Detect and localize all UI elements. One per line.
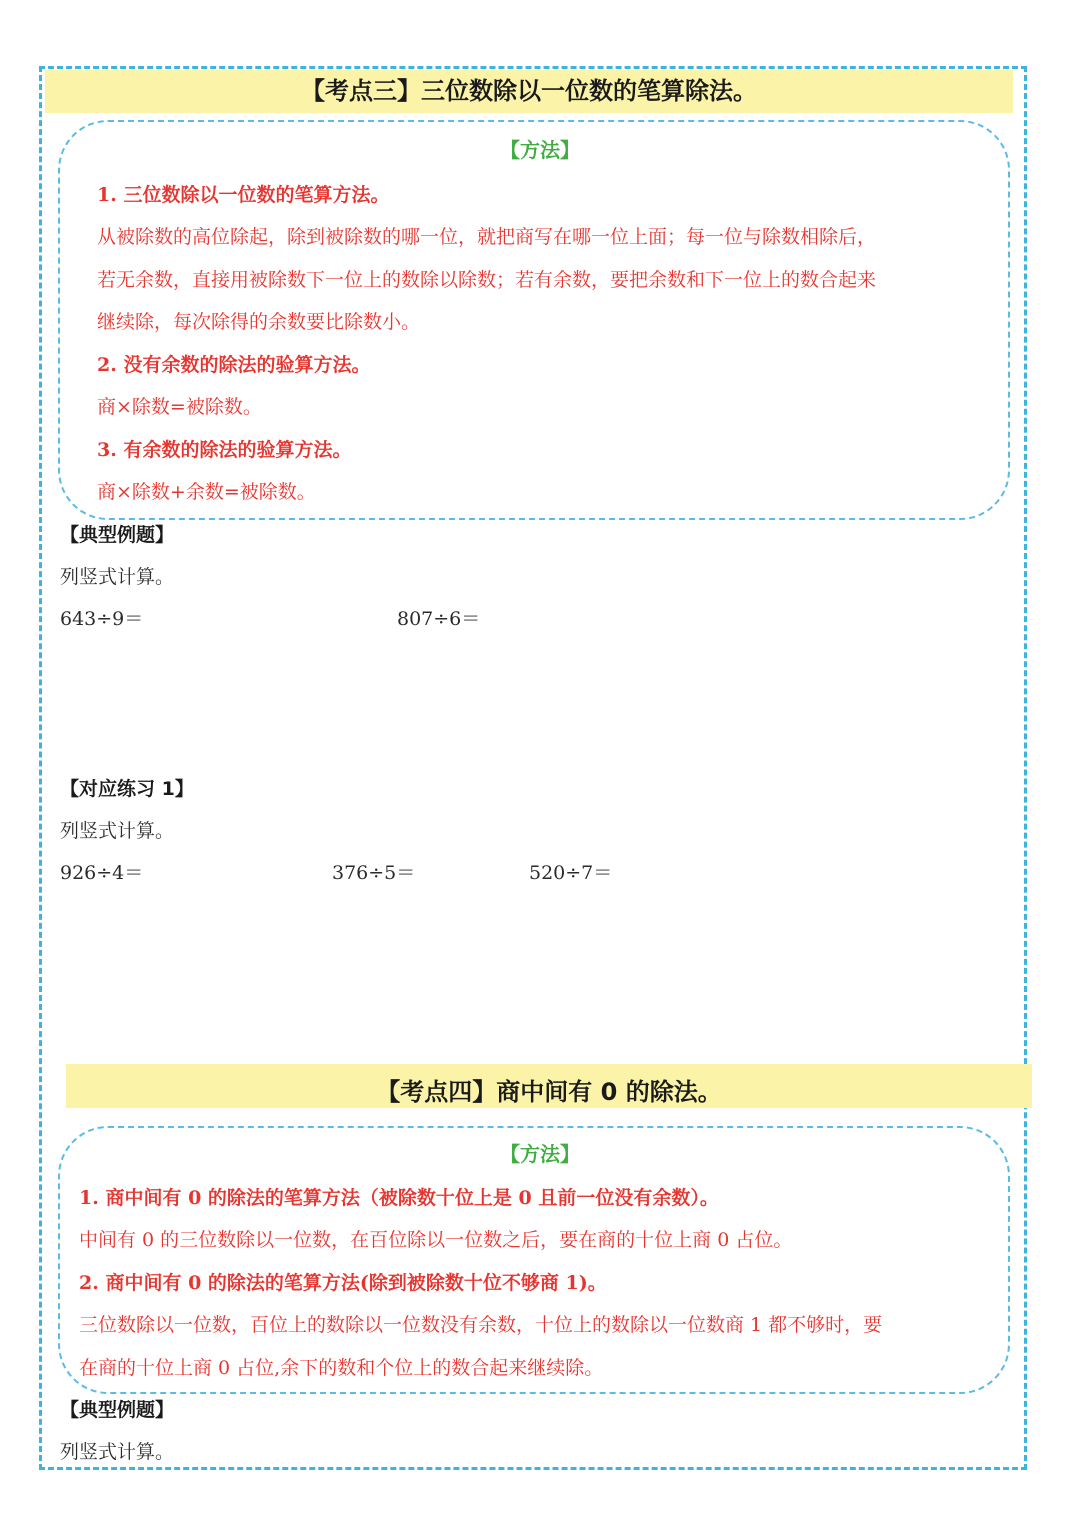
example-problem-1: 643÷9＝ [60,608,144,630]
section3-practice-heading: 【对应练习 1】 [60,778,194,800]
section3-practice-instruction: 列竖式计算。 [60,820,175,842]
section4-item-2: 2. 商中间有 0 的除法的笔算方法(除到被除数十位不够商 1)。 [79,1272,607,1294]
section4-example-instruction: 列竖式计算。 [60,1441,175,1463]
practice-problem-3: 520÷7＝ [529,862,613,884]
section3-item-1-text-c: 继续除，每次除得的余数要比除数小。 [97,311,421,333]
section3-example-instruction: 列竖式计算。 [60,566,175,588]
section4-method-label: 【方法】 [500,1142,580,1166]
section3-method-label: 【方法】 [500,138,580,162]
section4-example-heading: 【典型例题】 [60,1399,175,1421]
section3-item-3: 3. 有余数的除法的验算方法。 [97,439,352,461]
section3-item-2: 2. 没有余数的除法的验算方法。 [97,354,371,376]
section3-item-1-text-a: 从被除数的高位除起，除到被除数的哪一位，就把商写在哪一位上面；每一位与除数相除后， [97,226,877,248]
practice-problem-1: 926÷4＝ [60,862,144,884]
example-problem-2: 807÷6＝ [397,608,481,630]
section3-title: 【考点三】三位数除以一位数的笔算除法。 [45,70,1013,113]
section4-item-1: 1. 商中间有 0 的除法的笔算方法（被除数十位上是 0 且前一位没有余数）。 [79,1187,719,1209]
section3-item-2-text: 商×除数=被除数。 [97,396,262,418]
section4-item-1-text: 中间有 0 的三位数除以一位数，在百位除以一位数之后，要在商的十位上商 0 占位。 [79,1229,793,1251]
section4-item-2-text-b: 在商的十位上商 0 占位,余下的数和个位上的数合起来继续除。 [79,1357,604,1379]
section4-title: 【考点四】商中间有 0 的除法。 [66,1064,1032,1108]
section3-example-heading: 【典型例题】 [60,524,175,546]
section3-item-1: 1. 三位数除以一位数的笔算方法。 [97,184,390,206]
section3-item-1-text-b: 若无余数，直接用被除数下一位上的数除以除数；若有余数，要把余数和下一位上的数合起来 [97,269,877,291]
section4-item-2-text-a: 三位数除以一位数，百位上的数除以一位数没有余数，十位上的数除以一位数商 1 都不够时，要 [79,1314,883,1336]
section3-item-3-text: 商×除数+余数=被除数。 [97,481,316,503]
practice-problem-2: 376÷5＝ [332,862,416,884]
